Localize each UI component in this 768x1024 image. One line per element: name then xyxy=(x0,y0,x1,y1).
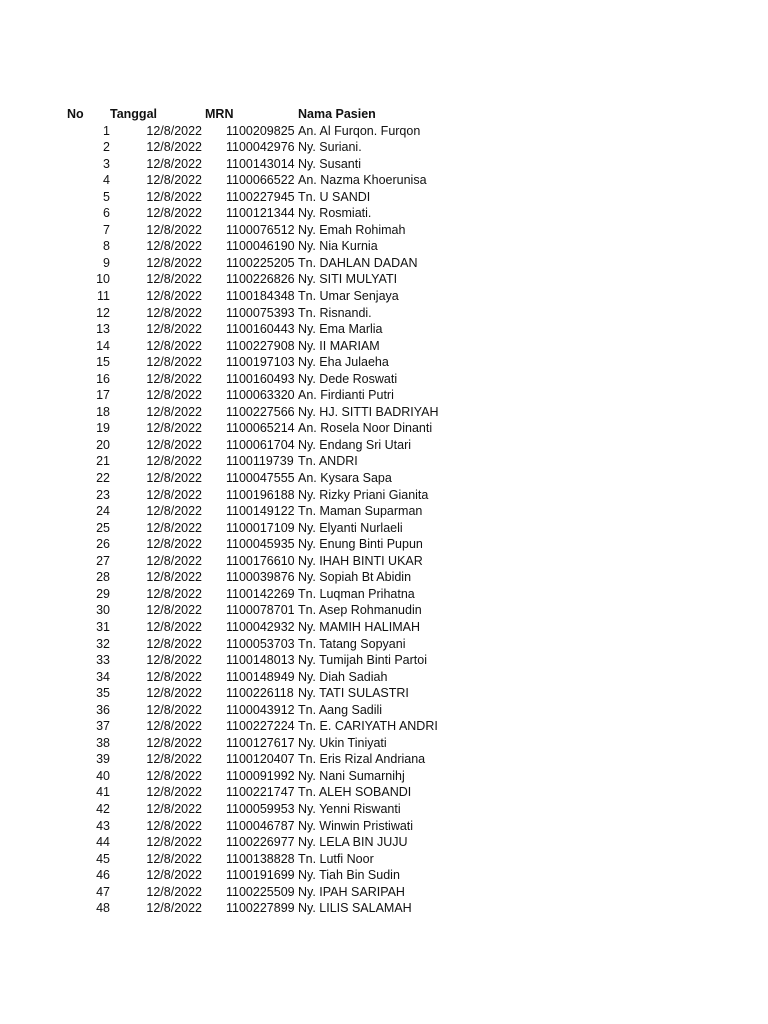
row-number: 4 xyxy=(103,173,110,188)
row-mrn: 1100227899 xyxy=(226,901,295,916)
row-tanggal: 12/8/2022 xyxy=(146,636,202,651)
row-tanggal: 12/8/2022 xyxy=(146,421,202,436)
row-nama-pasien: Ny. LELA BIN JUJU xyxy=(298,835,408,850)
row-nama-pasien: An. Firdianti Putri xyxy=(298,388,394,403)
table-row xyxy=(0,470,768,487)
table-row xyxy=(0,238,768,255)
row-mrn: 1100184348 xyxy=(226,289,295,304)
row-tanggal: 12/8/2022 xyxy=(146,735,202,750)
row-number: 42 xyxy=(96,801,110,816)
row-tanggal: 12/8/2022 xyxy=(146,835,202,850)
row-tanggal: 12/8/2022 xyxy=(146,338,202,353)
row-mrn: 1100059953 xyxy=(226,801,295,816)
table-row xyxy=(0,619,768,636)
table-row xyxy=(0,520,768,537)
row-number: 7 xyxy=(103,222,110,237)
row-tanggal: 12/8/2022 xyxy=(146,702,202,717)
row-mrn: 1100039876 xyxy=(226,570,295,585)
table-row xyxy=(0,437,768,454)
row-number: 19 xyxy=(96,421,110,436)
table-row xyxy=(0,205,768,222)
row-number: 47 xyxy=(96,884,110,899)
row-tanggal: 12/8/2022 xyxy=(146,123,202,138)
row-number: 12 xyxy=(96,305,110,320)
row-nama-pasien: Ny. II MARIAM xyxy=(298,338,380,353)
row-nama-pasien: An. Nazma Khoerunisa xyxy=(298,173,427,188)
row-nama-pasien: Tn. E. CARIYATH ANDRI xyxy=(298,719,438,734)
table-row xyxy=(0,685,768,702)
row-nama-pasien: Ny. Tiah Bin Sudin xyxy=(298,868,400,883)
table-row xyxy=(0,851,768,868)
row-nama-pasien: Ny. Ema Marlia xyxy=(298,322,383,337)
row-nama-pasien: Ny. Rosmiati. xyxy=(298,206,372,221)
row-mrn: 1100196188 xyxy=(226,487,295,502)
row-mrn: 1100191699 xyxy=(226,868,295,883)
table-row xyxy=(0,636,768,653)
row-tanggal: 12/8/2022 xyxy=(146,537,202,552)
row-number: 48 xyxy=(96,901,110,916)
table-row xyxy=(0,271,768,288)
row-number: 8 xyxy=(103,239,110,254)
row-tanggal: 12/8/2022 xyxy=(146,487,202,502)
table-row xyxy=(0,702,768,719)
row-mrn: 1100043912 xyxy=(226,702,295,717)
row-number: 39 xyxy=(96,752,110,767)
row-nama-pasien: Tn. Umar Senjaya xyxy=(298,289,399,304)
row-tanggal: 12/8/2022 xyxy=(146,173,202,188)
row-number: 23 xyxy=(96,487,110,502)
table-row xyxy=(0,354,768,371)
row-mrn: 1100042976 xyxy=(226,140,295,155)
row-number: 34 xyxy=(96,669,110,684)
row-number: 36 xyxy=(96,702,110,717)
table-row xyxy=(0,784,768,801)
row-mrn: 1100063320 xyxy=(226,388,295,403)
row-nama-pasien: Ny. MAMIH HALIMAH xyxy=(298,619,420,634)
row-number: 20 xyxy=(96,437,110,452)
table-row xyxy=(0,321,768,338)
row-number: 24 xyxy=(96,504,110,519)
row-nama-pasien: Ny. Susanti xyxy=(298,156,361,171)
row-number: 25 xyxy=(96,520,110,535)
row-number: 3 xyxy=(103,156,110,171)
row-nama-pasien: Tn. U SANDI xyxy=(298,189,371,204)
row-tanggal: 12/8/2022 xyxy=(146,189,202,204)
row-tanggal: 12/8/2022 xyxy=(146,586,202,601)
row-mrn: 1100053703 xyxy=(226,636,295,651)
row-tanggal: 12/8/2022 xyxy=(146,371,202,386)
row-nama-pasien: Ny. Nia Kurnia xyxy=(298,239,378,254)
table-row xyxy=(0,801,768,818)
table-row xyxy=(0,867,768,884)
row-nama-pasien: Ny. Enung Binti Pupun xyxy=(298,537,423,552)
row-number: 9 xyxy=(103,255,110,270)
row-mrn: 1100075393 xyxy=(226,305,295,320)
row-nama-pasien: Ny. Rizky Priani Gianita xyxy=(298,487,429,502)
row-tanggal: 12/8/2022 xyxy=(146,851,202,866)
row-mrn: 1100120407 xyxy=(226,752,295,767)
row-mrn: 1100046190 xyxy=(226,239,295,254)
row-mrn: 1100149122 xyxy=(226,504,295,519)
header-tanggal: Tanggal xyxy=(110,107,157,121)
table-row xyxy=(0,569,768,586)
row-number: 38 xyxy=(96,735,110,750)
table-row xyxy=(0,602,768,619)
row-nama-pasien: Tn. Asep Rohmanudin xyxy=(298,603,422,618)
table-row xyxy=(0,553,768,570)
row-nama-pasien: Tn. ANDRI xyxy=(298,454,358,469)
row-mrn: 1100225205 xyxy=(226,255,295,270)
row-tanggal: 12/8/2022 xyxy=(146,471,202,486)
table-row xyxy=(0,652,768,669)
row-mrn: 1100227566 xyxy=(226,404,295,419)
row-mrn: 1100227908 xyxy=(226,338,295,353)
table-row xyxy=(0,255,768,272)
row-mrn: 1100066522 xyxy=(226,173,295,188)
table-row xyxy=(0,305,768,322)
row-tanggal: 12/8/2022 xyxy=(146,272,202,287)
row-tanggal: 12/8/2022 xyxy=(146,222,202,237)
row-nama-pasien: Tn. Risnandi. xyxy=(298,305,372,320)
row-tanggal: 12/8/2022 xyxy=(146,322,202,337)
row-number: 5 xyxy=(103,189,110,204)
row-tanggal: 12/8/2022 xyxy=(146,520,202,535)
row-tanggal: 12/8/2022 xyxy=(146,884,202,899)
row-number: 14 xyxy=(96,338,110,353)
row-mrn: 1100160493 xyxy=(226,371,295,386)
row-nama-pasien: An. Rosela Noor Dinanti xyxy=(298,421,433,436)
row-number: 17 xyxy=(96,388,110,403)
table-row xyxy=(0,735,768,752)
row-mrn: 1100226977 xyxy=(226,835,295,850)
row-nama-pasien: Tn. ALEH SOBANDI xyxy=(298,785,412,800)
row-tanggal: 12/8/2022 xyxy=(146,686,202,701)
row-nama-pasien: Ny. IPAH SARIPAH xyxy=(298,884,405,899)
row-mrn: 1100160443 xyxy=(226,322,295,337)
row-mrn: 1100148949 xyxy=(226,669,295,684)
row-tanggal: 12/8/2022 xyxy=(146,868,202,883)
row-mrn: 1100119739 xyxy=(226,454,294,469)
header-mrn: MRN xyxy=(205,107,234,121)
row-nama-pasien: Tn. Eris Rizal Andriana xyxy=(298,752,426,767)
row-number: 28 xyxy=(96,570,110,585)
table-row xyxy=(0,718,768,735)
row-tanggal: 12/8/2022 xyxy=(146,388,202,403)
row-tanggal: 12/8/2022 xyxy=(146,289,202,304)
table-row xyxy=(0,371,768,388)
row-nama-pasien: Ny. Eha Julaeha xyxy=(298,355,389,370)
row-nama-pasien: Tn. Maman Suparman xyxy=(298,504,423,519)
row-mrn: 1100078701 xyxy=(226,603,295,618)
row-number: 40 xyxy=(96,768,110,783)
table-row xyxy=(0,156,768,173)
row-nama-pasien: Tn. DAHLAN DADAN xyxy=(298,255,418,270)
row-tanggal: 12/8/2022 xyxy=(146,206,202,221)
table-row xyxy=(0,172,768,189)
row-nama-pasien: Ny. Dede Roswati xyxy=(298,371,398,386)
table-row xyxy=(0,338,768,355)
row-tanggal: 12/8/2022 xyxy=(146,901,202,916)
row-tanggal: 12/8/2022 xyxy=(146,603,202,618)
row-mrn: 1100061704 xyxy=(226,437,295,452)
table-row xyxy=(0,487,768,504)
row-tanggal: 12/8/2022 xyxy=(146,355,202,370)
table-row xyxy=(0,503,768,520)
row-nama-pasien: Ny. IHAH BINTI UKAR xyxy=(298,553,423,568)
row-number: 11 xyxy=(97,289,110,304)
row-nama-pasien: Ny. HJ. SITTI BADRIYAH xyxy=(298,404,439,419)
row-nama-pasien: An. Al Furqon. Furqon xyxy=(298,123,421,138)
row-number: 29 xyxy=(96,586,110,601)
row-tanggal: 12/8/2022 xyxy=(146,768,202,783)
row-nama-pasien: Ny. Sopiah Bt Abidin xyxy=(298,570,412,585)
row-mrn: 1100148013 xyxy=(226,653,295,668)
row-mrn: 1100047555 xyxy=(226,471,295,486)
row-mrn: 1100197103 xyxy=(226,355,295,370)
row-tanggal: 12/8/2022 xyxy=(146,305,202,320)
row-nama-pasien: Ny. TATI SULASTRI xyxy=(298,686,409,701)
row-number: 10 xyxy=(96,272,110,287)
row-mrn: 1100065214 xyxy=(226,421,295,436)
row-mrn: 1100017109 xyxy=(226,520,295,535)
row-mrn: 1100226826 xyxy=(226,272,295,287)
row-number: 16 xyxy=(96,371,110,386)
row-number: 46 xyxy=(96,868,110,883)
row-tanggal: 12/8/2022 xyxy=(146,719,202,734)
row-tanggal: 12/8/2022 xyxy=(146,454,202,469)
row-number: 32 xyxy=(96,636,110,651)
row-mrn: 1100045935 xyxy=(226,537,295,552)
header-row xyxy=(0,106,768,123)
row-number: 1 xyxy=(103,123,110,138)
table-row xyxy=(0,139,768,156)
row-mrn: 1100121344 xyxy=(226,206,295,221)
row-nama-pasien: Ny. Tumijah Binti Partoi xyxy=(298,653,427,668)
table-row xyxy=(0,189,768,206)
row-nama-pasien: Tn. Aang Sadili xyxy=(298,702,383,717)
row-nama-pasien: Tn. Tatang Sopyani xyxy=(298,636,406,651)
row-mrn: 1100176610 xyxy=(226,553,295,568)
table-row xyxy=(0,404,768,421)
table-row xyxy=(0,420,768,437)
row-number: 35 xyxy=(96,686,110,701)
row-number: 43 xyxy=(96,818,110,833)
row-tanggal: 12/8/2022 xyxy=(146,801,202,816)
row-mrn: 1100042932 xyxy=(226,619,295,634)
row-nama-pasien: Ny. Nani Sumarnihj xyxy=(298,768,405,783)
table-row xyxy=(0,834,768,851)
table-row xyxy=(0,222,768,239)
table-row xyxy=(0,818,768,835)
row-number: 15 xyxy=(96,355,110,370)
row-mrn: 1100142269 xyxy=(226,586,295,601)
row-number: 37 xyxy=(96,719,110,734)
row-nama-pasien: Tn. Luqman Prihatna xyxy=(298,586,415,601)
row-number: 44 xyxy=(96,835,110,850)
row-nama-pasien: Ny. Diah Sadiah xyxy=(298,669,388,684)
row-number: 18 xyxy=(96,404,110,419)
row-number: 41 xyxy=(96,785,110,800)
table-row xyxy=(0,751,768,768)
row-mrn: 1100227224 xyxy=(226,719,295,734)
row-tanggal: 12/8/2022 xyxy=(146,156,202,171)
row-number: 13 xyxy=(96,322,110,337)
row-mrn: 1100127617 xyxy=(226,735,295,750)
row-nama-pasien: Ny. Winwin Pristiwati xyxy=(298,818,414,833)
row-tanggal: 12/8/2022 xyxy=(146,404,202,419)
row-tanggal: 12/8/2022 xyxy=(146,669,202,684)
row-nama-pasien: Ny. Yenni Riswanti xyxy=(298,801,401,816)
header-nama-pasien: Nama Pasien xyxy=(298,107,376,121)
row-mrn: 1100138828 xyxy=(226,851,295,866)
row-number: 31 xyxy=(96,619,110,634)
row-tanggal: 12/8/2022 xyxy=(146,818,202,833)
row-number: 26 xyxy=(96,537,110,552)
row-mrn: 1100226118 xyxy=(226,686,294,701)
row-nama-pasien: An. Kysara Sapa xyxy=(298,471,392,486)
row-tanggal: 12/8/2022 xyxy=(146,570,202,585)
row-tanggal: 12/8/2022 xyxy=(146,239,202,254)
row-nama-pasien: Ny. Elyanti Nurlaeli xyxy=(298,520,403,535)
row-mrn: 1100221747 xyxy=(226,785,295,800)
row-nama-pasien: Tn. Lutfi Noor xyxy=(298,851,374,866)
row-tanggal: 12/8/2022 xyxy=(146,437,202,452)
row-nama-pasien: Ny. Emah Rohimah xyxy=(298,222,406,237)
row-nama-pasien: Ny. Suriani. xyxy=(298,140,362,155)
row-tanggal: 12/8/2022 xyxy=(146,140,202,155)
row-tanggal: 12/8/2022 xyxy=(146,752,202,767)
row-number: 6 xyxy=(103,206,110,221)
row-mrn: 1100143014 xyxy=(226,156,295,171)
row-tanggal: 12/8/2022 xyxy=(146,553,202,568)
table-row xyxy=(0,288,768,305)
table-row xyxy=(0,453,768,470)
row-nama-pasien: Ny. Ukin Tiniyati xyxy=(298,735,387,750)
table-row xyxy=(0,884,768,901)
row-tanggal: 12/8/2022 xyxy=(146,653,202,668)
row-mrn: 1100046787 xyxy=(226,818,295,833)
row-mrn: 1100225509 xyxy=(226,884,295,899)
row-number: 27 xyxy=(96,553,110,568)
row-number: 21 xyxy=(96,454,110,469)
row-number: 33 xyxy=(96,653,110,668)
row-number: 2 xyxy=(103,140,110,155)
table-row xyxy=(0,900,768,917)
row-nama-pasien: Ny. Endang Sri Utari xyxy=(298,437,412,452)
row-mrn: 1100076512 xyxy=(226,222,295,237)
patient-rows xyxy=(0,123,768,917)
header-no: No xyxy=(67,107,84,121)
patient-list-sheet xyxy=(0,106,768,917)
table-row xyxy=(0,669,768,686)
row-nama-pasien: Ny. LILIS SALAMAH xyxy=(298,901,412,916)
row-tanggal: 12/8/2022 xyxy=(146,255,202,270)
row-tanggal: 12/8/2022 xyxy=(146,504,202,519)
table-row xyxy=(0,586,768,603)
table-row xyxy=(0,123,768,140)
row-mrn: 1100209825 xyxy=(226,123,295,138)
row-tanggal: 12/8/2022 xyxy=(146,619,202,634)
row-number: 30 xyxy=(96,603,110,618)
table-row xyxy=(0,387,768,404)
row-number: 22 xyxy=(96,471,110,486)
row-mrn: 1100091992 xyxy=(226,768,295,783)
row-nama-pasien: Ny. SITI MULYATI xyxy=(298,272,398,287)
row-number: 45 xyxy=(96,851,110,866)
table-row xyxy=(0,536,768,553)
row-mrn: 1100227945 xyxy=(226,189,295,204)
table-row xyxy=(0,768,768,785)
row-tanggal: 12/8/2022 xyxy=(146,785,202,800)
